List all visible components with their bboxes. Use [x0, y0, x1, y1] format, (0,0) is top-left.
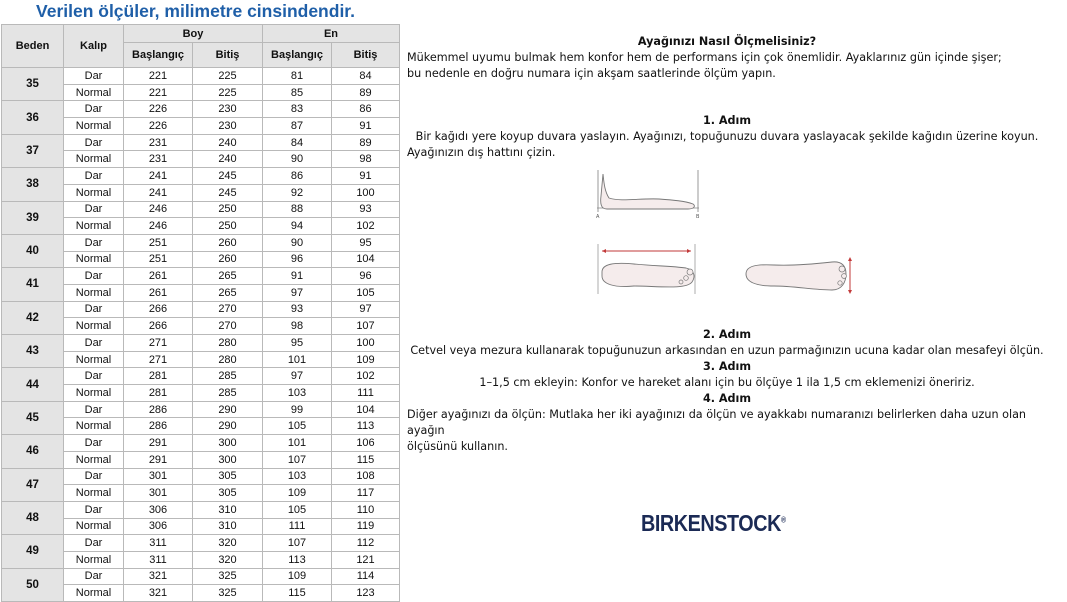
value-cell: 91	[332, 118, 400, 135]
value-cell: 97	[332, 301, 400, 318]
value-cell: 300	[193, 451, 263, 468]
value-cell: 96	[332, 268, 400, 285]
fit-cell: Normal	[64, 151, 124, 168]
value-cell: 250	[193, 201, 263, 218]
header-en: En	[263, 25, 400, 43]
value-cell: 285	[193, 368, 263, 385]
size-cell: 42	[2, 301, 64, 334]
step4-line-2: ölçüsünü kullanın.	[407, 440, 508, 453]
value-cell: 114	[332, 568, 400, 585]
value-cell: 321	[124, 585, 193, 602]
size-cell: 38	[2, 168, 64, 201]
fit-cell: Normal	[64, 385, 124, 402]
value-cell: 102	[332, 368, 400, 385]
value-cell: 105	[263, 501, 332, 518]
value-cell: 311	[124, 535, 193, 552]
toe-w-3	[838, 281, 842, 285]
fit-cell: Normal	[64, 218, 124, 235]
step4-title: 4. Adım	[702, 392, 752, 405]
page-heading: Verilen ölçüler, milimetre cinsindendir.	[36, 1, 356, 21]
fit-cell: Normal	[64, 318, 124, 335]
value-cell: 90	[263, 234, 332, 251]
value-cell: 320	[193, 551, 263, 568]
value-cell: 85	[263, 84, 332, 101]
value-cell: 111	[263, 518, 332, 535]
value-cell: 112	[332, 535, 400, 552]
size-cell: 44	[2, 368, 64, 401]
value-cell: 240	[193, 151, 263, 168]
value-cell: 266	[124, 301, 193, 318]
foot-side-diagram	[593, 168, 705, 220]
size-table-body	[2, 68, 400, 602]
step2-title: 2. Adım	[702, 328, 752, 341]
value-cell: 291	[124, 451, 193, 468]
size-cell: 41	[2, 268, 64, 301]
size-table	[1, 24, 400, 602]
size-cell: 45	[2, 401, 64, 434]
value-cell: 280	[193, 335, 263, 352]
value-cell: 281	[124, 368, 193, 385]
value-cell: 94	[263, 218, 332, 235]
header-en-bitis: Bitiş	[332, 43, 400, 68]
value-cell: 270	[193, 301, 263, 318]
value-cell: 87	[263, 118, 332, 135]
table-row	[2, 201, 400, 218]
value-cell: 325	[193, 585, 263, 602]
fit-cell: Dar	[64, 234, 124, 251]
fit-cell: Dar	[64, 201, 124, 218]
value-cell: 251	[124, 251, 193, 268]
value-cell: 241	[124, 184, 193, 201]
value-cell: 226	[124, 118, 193, 135]
size-cell: 35	[2, 68, 64, 101]
fit-cell: Dar	[64, 401, 124, 418]
value-cell: 100	[332, 184, 400, 201]
step1-line-2: Ayağınızın dış hattını çizin.	[407, 146, 556, 159]
fit-cell: Dar	[64, 335, 124, 352]
table-row	[2, 468, 400, 485]
value-cell: 97	[263, 284, 332, 301]
foot-side-shape	[601, 174, 695, 209]
fit-cell: Dar	[64, 435, 124, 452]
value-cell: 221	[124, 68, 193, 85]
value-cell: 270	[193, 318, 263, 335]
value-cell: 104	[332, 251, 400, 268]
value-cell: 290	[193, 401, 263, 418]
value-cell: 91	[263, 268, 332, 285]
value-cell: 280	[193, 351, 263, 368]
fit-cell: Normal	[64, 485, 124, 502]
fit-cell: Dar	[64, 101, 124, 118]
value-cell: 286	[124, 418, 193, 435]
value-cell: 291	[124, 435, 193, 452]
fit-cell: Dar	[64, 368, 124, 385]
fit-cell: Normal	[64, 518, 124, 535]
value-cell: 91	[332, 168, 400, 185]
value-cell: 325	[193, 568, 263, 585]
value-cell: 281	[124, 385, 193, 402]
header-en-baslangic: Başlangıç	[263, 43, 332, 68]
value-cell: 321	[124, 568, 193, 585]
value-cell: 260	[193, 234, 263, 251]
size-cell: 39	[2, 201, 64, 234]
fit-cell: Normal	[64, 585, 124, 602]
table-row	[2, 535, 400, 552]
value-cell: 92	[263, 184, 332, 201]
value-cell: 107	[263, 451, 332, 468]
value-cell: 261	[124, 268, 193, 285]
value-cell: 310	[193, 501, 263, 518]
value-cell: 99	[263, 401, 332, 418]
value-cell: 84	[263, 134, 332, 151]
size-cell: 49	[2, 535, 64, 568]
fit-cell: Dar	[64, 535, 124, 552]
size-cell: 50	[2, 568, 64, 601]
intro-line-2: bu nedenle en doğru numara için akşam saatlerinde ölçüm yapın.	[407, 67, 776, 80]
value-cell: 285	[193, 385, 263, 402]
value-cell: 286	[124, 401, 193, 418]
toe-2	[684, 276, 689, 281]
value-cell: 111	[332, 385, 400, 402]
table-row	[2, 168, 400, 185]
fit-cell: Dar	[64, 168, 124, 185]
value-cell: 265	[193, 268, 263, 285]
label-a: A	[596, 214, 600, 220]
value-cell: 305	[193, 468, 263, 485]
value-cell: 226	[124, 101, 193, 118]
value-cell: 97	[263, 368, 332, 385]
step3-title: 3. Adım	[702, 360, 752, 373]
value-cell: 103	[263, 468, 332, 485]
header-boy-bitis: Bitiş	[193, 43, 263, 68]
value-cell: 96	[263, 251, 332, 268]
length-arrow-head-right	[687, 249, 691, 253]
table-row	[2, 134, 400, 151]
fit-cell: Normal	[64, 351, 124, 368]
value-cell: 301	[124, 485, 193, 502]
fit-cell: Dar	[64, 68, 124, 85]
fit-cell: Normal	[64, 284, 124, 301]
value-cell: 109	[332, 351, 400, 368]
instructions-panel-lower	[407, 327, 1047, 455]
fit-cell: Normal	[64, 551, 124, 568]
value-cell: 113	[263, 551, 332, 568]
value-cell: 260	[193, 251, 263, 268]
size-cell: 48	[2, 501, 64, 534]
value-cell: 225	[193, 68, 263, 85]
label-b: B	[696, 214, 700, 220]
step1-title: 1. Adım	[702, 114, 752, 127]
table-row	[2, 101, 400, 118]
value-cell: 95	[332, 234, 400, 251]
step3-text: 1–1,5 cm ekleyin: Konfor ve hareket alanı için bu ölçüye 1 ila 1,5 cm eklemenizi öneririz.	[479, 376, 975, 389]
fit-cell: Dar	[64, 301, 124, 318]
value-cell: 265	[193, 284, 263, 301]
value-cell: 86	[263, 168, 332, 185]
birkenstock-logo	[641, 510, 786, 537]
value-cell: 107	[332, 318, 400, 335]
fit-cell: Normal	[64, 251, 124, 268]
value-cell: 231	[124, 134, 193, 151]
value-cell: 246	[124, 201, 193, 218]
brand-registered-mark: ®	[780, 515, 787, 525]
value-cell: 245	[193, 168, 263, 185]
size-cell: 40	[2, 234, 64, 267]
instructions-panel	[407, 34, 1047, 161]
table-row	[2, 368, 400, 385]
fit-cell: Dar	[64, 568, 124, 585]
value-cell: 311	[124, 551, 193, 568]
value-cell: 246	[124, 218, 193, 235]
toe-3	[679, 280, 683, 284]
value-cell: 121	[332, 551, 400, 568]
value-cell: 251	[124, 234, 193, 251]
step2-text: Cetvel veya mezura kullanarak topuğunuzun arkasından en uzun parmağınızın ucuna kadar olan mesafeyi ölçün.	[410, 344, 1044, 357]
value-cell: 105	[332, 284, 400, 301]
foot-length-diagram	[594, 244, 704, 296]
width-arrow-head-top	[848, 257, 852, 261]
value-cell: 102	[332, 218, 400, 235]
value-cell: 115	[332, 451, 400, 468]
table-row	[2, 568, 400, 585]
value-cell: 107	[263, 535, 332, 552]
value-cell: 110	[332, 501, 400, 518]
table-row	[2, 435, 400, 452]
fit-cell: Normal	[64, 184, 124, 201]
size-cell: 36	[2, 101, 64, 134]
toe-w-1	[839, 266, 845, 272]
fit-cell: Normal	[64, 418, 124, 435]
instructions-title: Ayağınızı Nasıl Ölçmelisiniz?	[637, 35, 817, 48]
value-cell: 240	[193, 134, 263, 151]
value-cell: 93	[263, 301, 332, 318]
fit-cell: Normal	[64, 84, 124, 101]
value-cell: 300	[193, 435, 263, 452]
value-cell: 113	[332, 418, 400, 435]
value-cell: 106	[332, 435, 400, 452]
toe-w-2	[842, 274, 847, 279]
value-cell: 89	[332, 84, 400, 101]
value-cell: 100	[332, 335, 400, 352]
table-row	[2, 301, 400, 318]
value-cell: 104	[332, 401, 400, 418]
value-cell: 271	[124, 351, 193, 368]
step1-line-1: Bir kağıdı yere koyup duvara yaslayın. Ayağınızı, topuğunuzu duvara yaslayacak şekilde kağıdın üzerine koyun.	[415, 130, 1039, 143]
value-cell: 86	[332, 101, 400, 118]
brand-name: BIRKENSTOCK	[641, 510, 781, 536]
value-cell: 89	[332, 134, 400, 151]
toe-1	[687, 269, 693, 275]
table-row	[2, 268, 400, 285]
value-cell: 241	[124, 168, 193, 185]
value-cell: 84	[332, 68, 400, 85]
value-cell: 108	[332, 468, 400, 485]
value-cell: 306	[124, 518, 193, 535]
table-row	[2, 234, 400, 251]
header-boy-baslangic: Başlangıç	[124, 43, 193, 68]
value-cell: 98	[263, 318, 332, 335]
value-cell: 101	[263, 351, 332, 368]
table-row	[2, 68, 400, 85]
value-cell: 90	[263, 151, 332, 168]
table-row	[2, 401, 400, 418]
table-row	[2, 501, 400, 518]
value-cell: 290	[193, 418, 263, 435]
value-cell: 271	[124, 335, 193, 352]
size-cell: 46	[2, 435, 64, 468]
value-cell: 83	[263, 101, 332, 118]
value-cell: 103	[263, 385, 332, 402]
value-cell: 301	[124, 468, 193, 485]
value-cell: 230	[193, 118, 263, 135]
foot-top-shape-2	[746, 262, 846, 290]
header-beden: Beden	[2, 25, 64, 68]
value-cell: 81	[263, 68, 332, 85]
value-cell: 306	[124, 501, 193, 518]
fit-cell: Dar	[64, 501, 124, 518]
value-cell: 250	[193, 218, 263, 235]
size-cell: 47	[2, 468, 64, 501]
value-cell: 88	[263, 201, 332, 218]
value-cell: 230	[193, 101, 263, 118]
intro-line-1: Mükemmel uyumu bulmak hem konfor hem de performans için çok önemlidir. Ayaklarınız gün içinde şişer;	[407, 51, 1002, 64]
header-boy: Boy	[124, 25, 263, 43]
value-cell: 231	[124, 151, 193, 168]
value-cell: 119	[332, 518, 400, 535]
value-cell: 101	[263, 435, 332, 452]
value-cell: 225	[193, 84, 263, 101]
value-cell: 123	[332, 585, 400, 602]
width-arrow-head-bottom	[848, 290, 852, 294]
length-arrow-head-left	[602, 249, 606, 253]
value-cell: 245	[193, 184, 263, 201]
value-cell: 261	[124, 284, 193, 301]
size-cell: 37	[2, 134, 64, 167]
value-cell: 320	[193, 535, 263, 552]
fit-cell: Normal	[64, 118, 124, 135]
value-cell: 93	[332, 201, 400, 218]
value-cell: 105	[263, 418, 332, 435]
header-kalip: Kalıp	[64, 25, 124, 68]
fit-cell: Dar	[64, 468, 124, 485]
fit-cell: Dar	[64, 134, 124, 151]
value-cell: 98	[332, 151, 400, 168]
value-cell: 221	[124, 84, 193, 101]
fit-cell: Normal	[64, 451, 124, 468]
size-cell: 43	[2, 335, 64, 368]
value-cell: 305	[193, 485, 263, 502]
table-row	[2, 335, 400, 352]
fit-cell: Dar	[64, 268, 124, 285]
value-cell: 310	[193, 518, 263, 535]
value-cell: 109	[263, 568, 332, 585]
value-cell: 266	[124, 318, 193, 335]
value-cell: 95	[263, 335, 332, 352]
value-cell: 109	[263, 485, 332, 502]
foot-width-diagram	[742, 252, 856, 298]
step4-line-1: Diğer ayağınızı da ölçün: Mutlaka her iki ayağınızı da ölçün ve ayakkabı numaranızı belirlerken daha uzun olan ayağın	[407, 408, 1027, 437]
value-cell: 115	[263, 585, 332, 602]
value-cell: 117	[332, 485, 400, 502]
